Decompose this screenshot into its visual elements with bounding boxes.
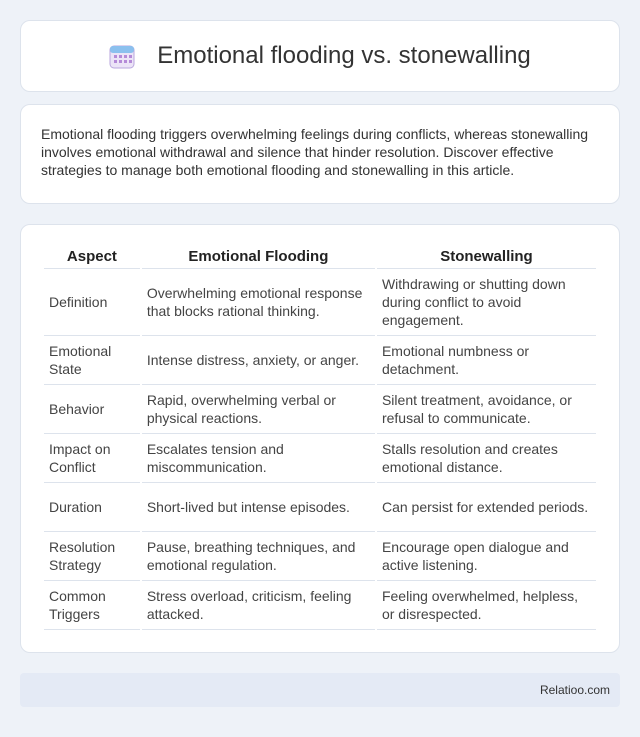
cell-aspect: Duration bbox=[44, 483, 140, 532]
cell-aspect: Impact on Conflict bbox=[44, 434, 140, 483]
cell-stonewalling: Emotional numbness or detachment. bbox=[377, 336, 596, 385]
table-header-row bbox=[44, 245, 596, 269]
table-row bbox=[44, 532, 596, 581]
cell-flooding: Escalates tension and miscommunication. bbox=[142, 434, 375, 483]
column-header-flooding: Emotional Flooding bbox=[142, 245, 375, 269]
footer-site-link[interactable]: Relatioo.com bbox=[539, 683, 610, 697]
cell-aspect: Behavior bbox=[44, 385, 140, 434]
title-card bbox=[20, 20, 620, 92]
cell-aspect: Resolution Strategy bbox=[44, 532, 140, 581]
cell-aspect: Common Triggers bbox=[44, 581, 140, 630]
column-header-aspect: Aspect bbox=[44, 245, 140, 269]
table-row bbox=[44, 269, 596, 336]
comparison-table bbox=[42, 245, 598, 630]
table-row bbox=[44, 581, 596, 630]
cell-flooding: Intense distress, anxiety, or anger. bbox=[142, 336, 375, 385]
cell-stonewalling: Encourage open dialogue and active listening. bbox=[377, 532, 596, 581]
cell-flooding: Rapid, overwhelming verbal or physical reactions. bbox=[142, 385, 375, 434]
table-row bbox=[44, 483, 596, 532]
cell-stonewalling: Feeling overwhelmed, helpless, or disrespected. bbox=[377, 581, 596, 630]
footer bbox=[20, 673, 620, 707]
table-row bbox=[44, 336, 596, 385]
cell-aspect: Definition bbox=[44, 269, 140, 336]
table-row bbox=[44, 434, 596, 483]
cell-aspect: Emotional State bbox=[44, 336, 140, 385]
table-row bbox=[44, 385, 596, 434]
calendar-icon bbox=[109, 43, 135, 69]
comparison-table-card bbox=[20, 224, 620, 653]
cell-stonewalling: Withdrawing or shutting down during conflict to avoid engagement. bbox=[377, 269, 596, 336]
cell-stonewalling: Can persist for extended periods. bbox=[377, 483, 596, 532]
column-header-stonewalling: Stonewalling bbox=[377, 245, 596, 269]
intro-text: Emotional flooding triggers overwhelming feelings during conflicts, whereas stonewalling involves emotional withdrawal and silence that hinder resolution. Discover effective strategies to manage both emotional flooding and stonewalling in this article. bbox=[41, 126, 589, 178]
cell-flooding: Pause, breathing techniques, and emotional regulation. bbox=[142, 532, 375, 581]
page-title: Emotional flooding vs. stonewalling bbox=[157, 42, 531, 69]
cell-flooding: Short-lived but intense episodes. bbox=[142, 483, 375, 532]
cell-stonewalling: Stalls resolution and creates emotional distance. bbox=[377, 434, 596, 483]
intro-card bbox=[20, 104, 620, 204]
cell-flooding: Stress overload, criticism, feeling attacked. bbox=[142, 581, 375, 630]
cell-stonewalling: Silent treatment, avoidance, or refusal to communicate. bbox=[377, 385, 596, 434]
cell-flooding: Overwhelming emotional response that blocks rational thinking. bbox=[142, 269, 375, 336]
